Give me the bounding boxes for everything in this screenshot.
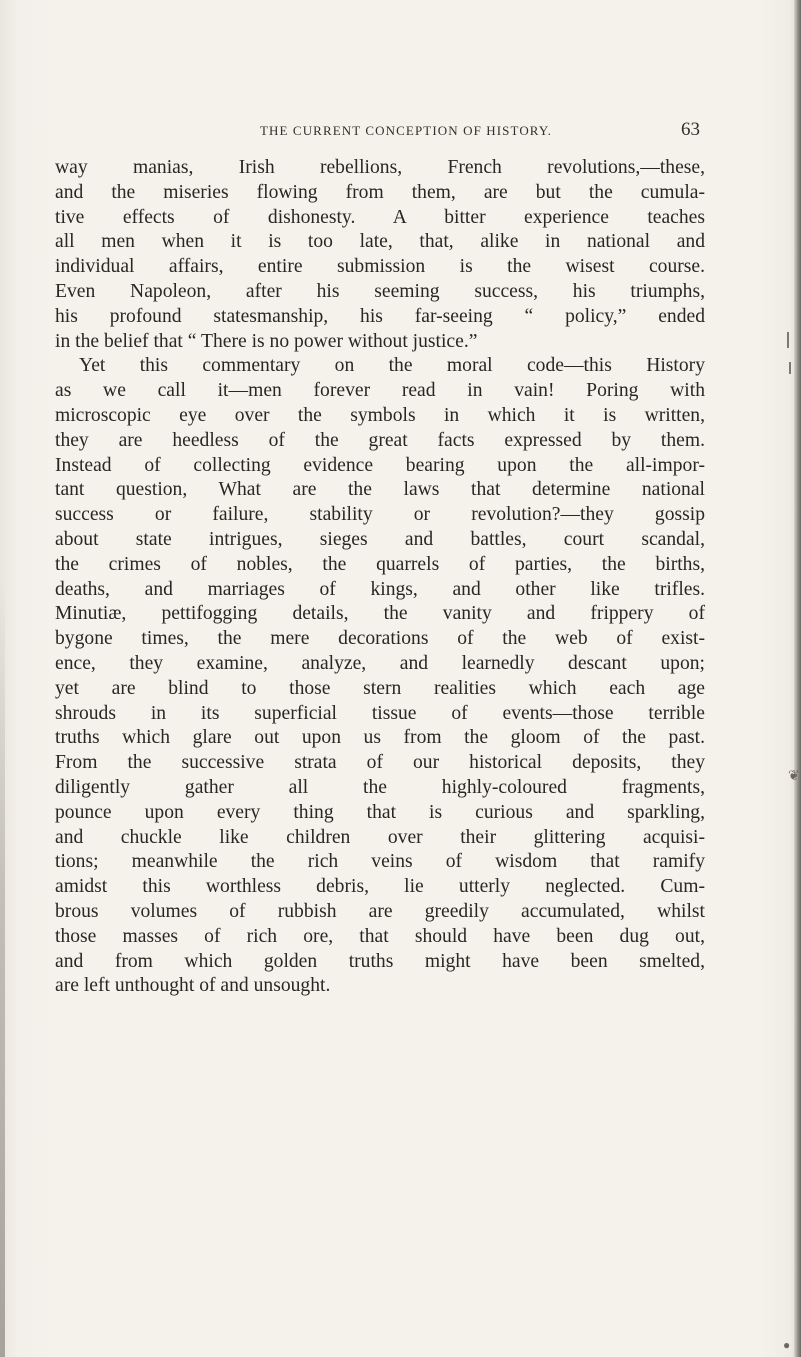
text-line: all men when it is too late, that, alike in national and (55, 231, 705, 253)
text-line: Even Napoleon, after his seeming success, his triumphs, (55, 280, 705, 302)
text-line: Minutiæ, pettifogging details, the vanity and frippery of (55, 603, 705, 625)
text-line: success or failure, stability or revolution?—they gossip (55, 504, 705, 526)
text-line: From the successive strata of our historical deposits, they (55, 752, 705, 774)
text-line: yet are blind to those stern realities which each age (55, 677, 705, 699)
margin-mark-icon: ❦ (788, 769, 800, 784)
text-line: truths which glare out upon us from the gloom of the past. (55, 727, 705, 749)
text-line: Instead of collecting evidence bearing upon the all-impor- (55, 454, 705, 476)
text-line: tant question, What are the laws that determine national (55, 479, 705, 501)
text-line: deaths, and marriages of kings, and other like trifles. (55, 578, 705, 600)
text-line: in the belief that “ There is no power without justice.” (55, 330, 478, 352)
body-text (55, 156, 705, 999)
text-line: and from which golden truths might have been smelted, (55, 950, 705, 972)
margin-tick (787, 332, 789, 348)
text-line: they are heedless of the great facts expressed by them. (55, 429, 705, 451)
text-line: those masses of rich ore, that should have been dug out, (55, 925, 705, 947)
text-line: diligently gather all the highly-coloured fragments, (55, 776, 705, 798)
text-line: are left unthought of and unsought. (55, 975, 331, 997)
page-edge-left (0, 580, 5, 1357)
running-title: THE CURRENT CONCEPTION OF HISTORY. (260, 123, 553, 138)
text-line-indented: Yet this commentary on the moral code—this History (79, 355, 705, 377)
text-line: amidst this worthless debris, lie utterly neglected. Cum- (55, 876, 705, 898)
text-line: the crimes of nobles, the quarrels of parties, the births, (55, 553, 705, 575)
text-line: his profound statesmanship, his far-seeing “ policy,” ended (55, 305, 705, 327)
text-line: brous volumes of rubbish are greedily accumulated, whilst (55, 900, 705, 922)
text-line: way manias, Irish rebellions, French revolutions,—these, (55, 157, 705, 178)
text-line: bygone times, the mere decorations of the web of exist- (55, 628, 705, 650)
text-line: and chuckle like children over their glittering acquisi- (55, 826, 705, 848)
page-number: 63 (681, 119, 700, 140)
text-line: and the miseries flowing from them, are but the cumula- (55, 181, 705, 203)
text-line: about state intrigues, sieges and battles, court scandal, (55, 528, 705, 550)
page-edge-right (794, 0, 801, 1357)
text-line: tive effects of dishonesty. A bitter experience teaches (55, 206, 705, 228)
text-line: ence, they examine, analyze, and learnedly descant upon; (55, 652, 705, 674)
text-line: individual affairs, entire submission is the wisest course. (55, 256, 705, 278)
text-line: tions; meanwhile the rich veins of wisdom that ramify (55, 851, 705, 873)
margin-tick (789, 362, 791, 374)
text-line: pounce upon every thing that is curious and sparkling, (55, 801, 705, 823)
margin-dot-icon: ● (783, 1338, 791, 1352)
running-head (260, 119, 700, 143)
text-line: microscopic eye over the symbols in which it is written, (55, 404, 705, 426)
text-line: as we call it—men forever read in vain! Poring with (55, 380, 705, 402)
text-line: shrouds in its superficial tissue of events—those terrible (55, 702, 705, 724)
